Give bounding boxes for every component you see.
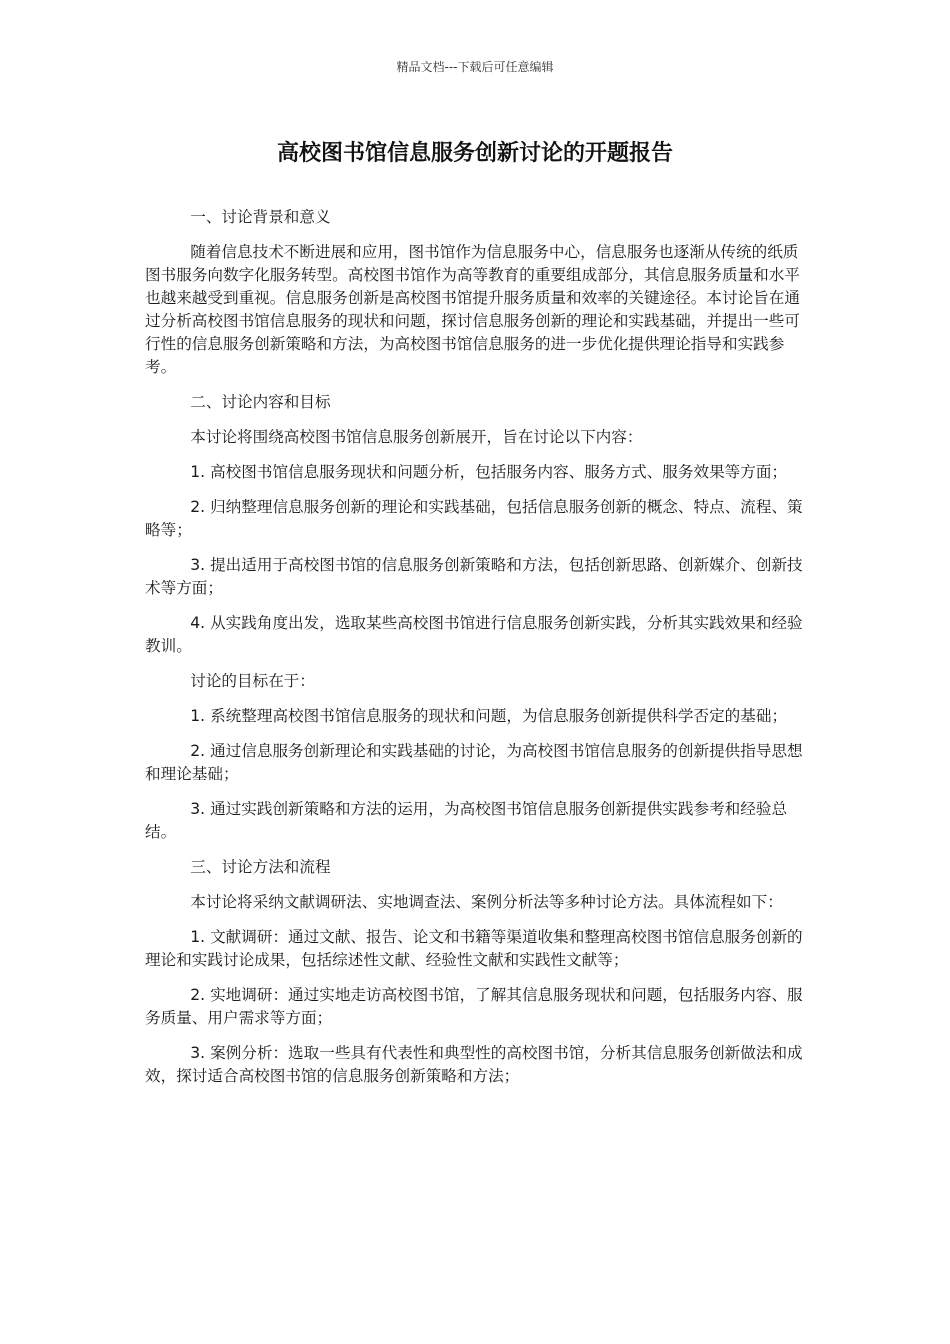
section-heading-methods: 三、讨论方法和流程 xyxy=(190,858,331,876)
page-header: 精品文档---下载后可任意编辑 xyxy=(396,60,554,74)
list-item: 3. 通过实践创新策略和方法的运用，为高校图书馆信息服务创新提供实践参考和经验总结。 xyxy=(145,800,788,841)
list-item: 4. 从实践角度出发，选取某些高校图书馆进行信息服务创新实践，分析其实践效果和经验教训。 xyxy=(145,614,803,655)
section-heading-background: 一、讨论背景和意义 xyxy=(190,208,331,226)
list-item: 2. 通过信息服务创新理论和实践基础的讨论，为高校图书馆信息服务的创新提供指导思想和理论基础； xyxy=(145,742,803,783)
body-paragraph: 本讨论将围绕高校图书馆信息服务创新展开，旨在讨论以下内容： xyxy=(190,428,643,446)
list-item: 3. 案例分析：选取一些具有代表性和典型性的高校图书馆，分析其信息服务创新做法和成效，探讨适合高校图书馆的信息服务创新策略和方法； xyxy=(145,1044,803,1085)
list-item: 3. 提出适用于高校图书馆的信息服务创新策略和方法，包括创新思路、创新媒介、创新技术等方面； xyxy=(145,556,803,597)
list-item: 1. 文献调研：通过文献、报告、论文和书籍等渠道收集和整理高校图书馆信息服务创新的理论和实践讨论成果，包括综述性文献、经验性文献和实践性文献等； xyxy=(145,928,803,969)
document-body xyxy=(145,206,807,1100)
list-item: 2. 实地调研：通过实地走访高校图书馆，了解其信息服务现状和问题，包括服务内容、服务质量、用户需求等方面； xyxy=(145,986,803,1027)
list-item: 2. 归纳整理信息服务创新的理论和实践基础，包括信息服务创新的概念、特点、流程、策略等； xyxy=(145,498,803,539)
section-heading-content-goals: 二、讨论内容和目标 xyxy=(190,393,331,411)
body-paragraph: 讨论的目标在于： xyxy=(190,672,315,690)
body-paragraph: 随着信息技术不断进展和应用，图书馆作为信息服务中心，信息服务也逐渐从传统的纸质图书服务向数字化服务转型。高校图书馆作为高等教育的重要组成部分，其信息服务质量和水平也越来越受到重视。信息服务创新是高校图书馆提升服务质量和效率的关键途径。本讨论旨在通过分析高校图书馆信息服务的现状和问题，探讨信息服务创新的理论和实践基础，并提出一些可行性的信息服务创新策略和方法，为高校图书馆信息服务的进一步优化提供理论指导和实践参考。 xyxy=(145,243,800,376)
document-title: 高校图书馆信息服务创新讨论的开题报告 xyxy=(276,141,673,166)
list-item: 1. 高校图书馆信息服务现状和问题分析，包括服务内容、服务方式、服务效果等方面； xyxy=(190,463,788,481)
body-paragraph: 本讨论将采纳文献调研法、实地调查法、案例分析法等多种讨论方法。具体流程如下： xyxy=(190,893,783,911)
list-item: 1. 系统整理高校图书馆信息服务的现状和问题，为信息服务创新提供科学否定的基础； xyxy=(190,707,788,725)
